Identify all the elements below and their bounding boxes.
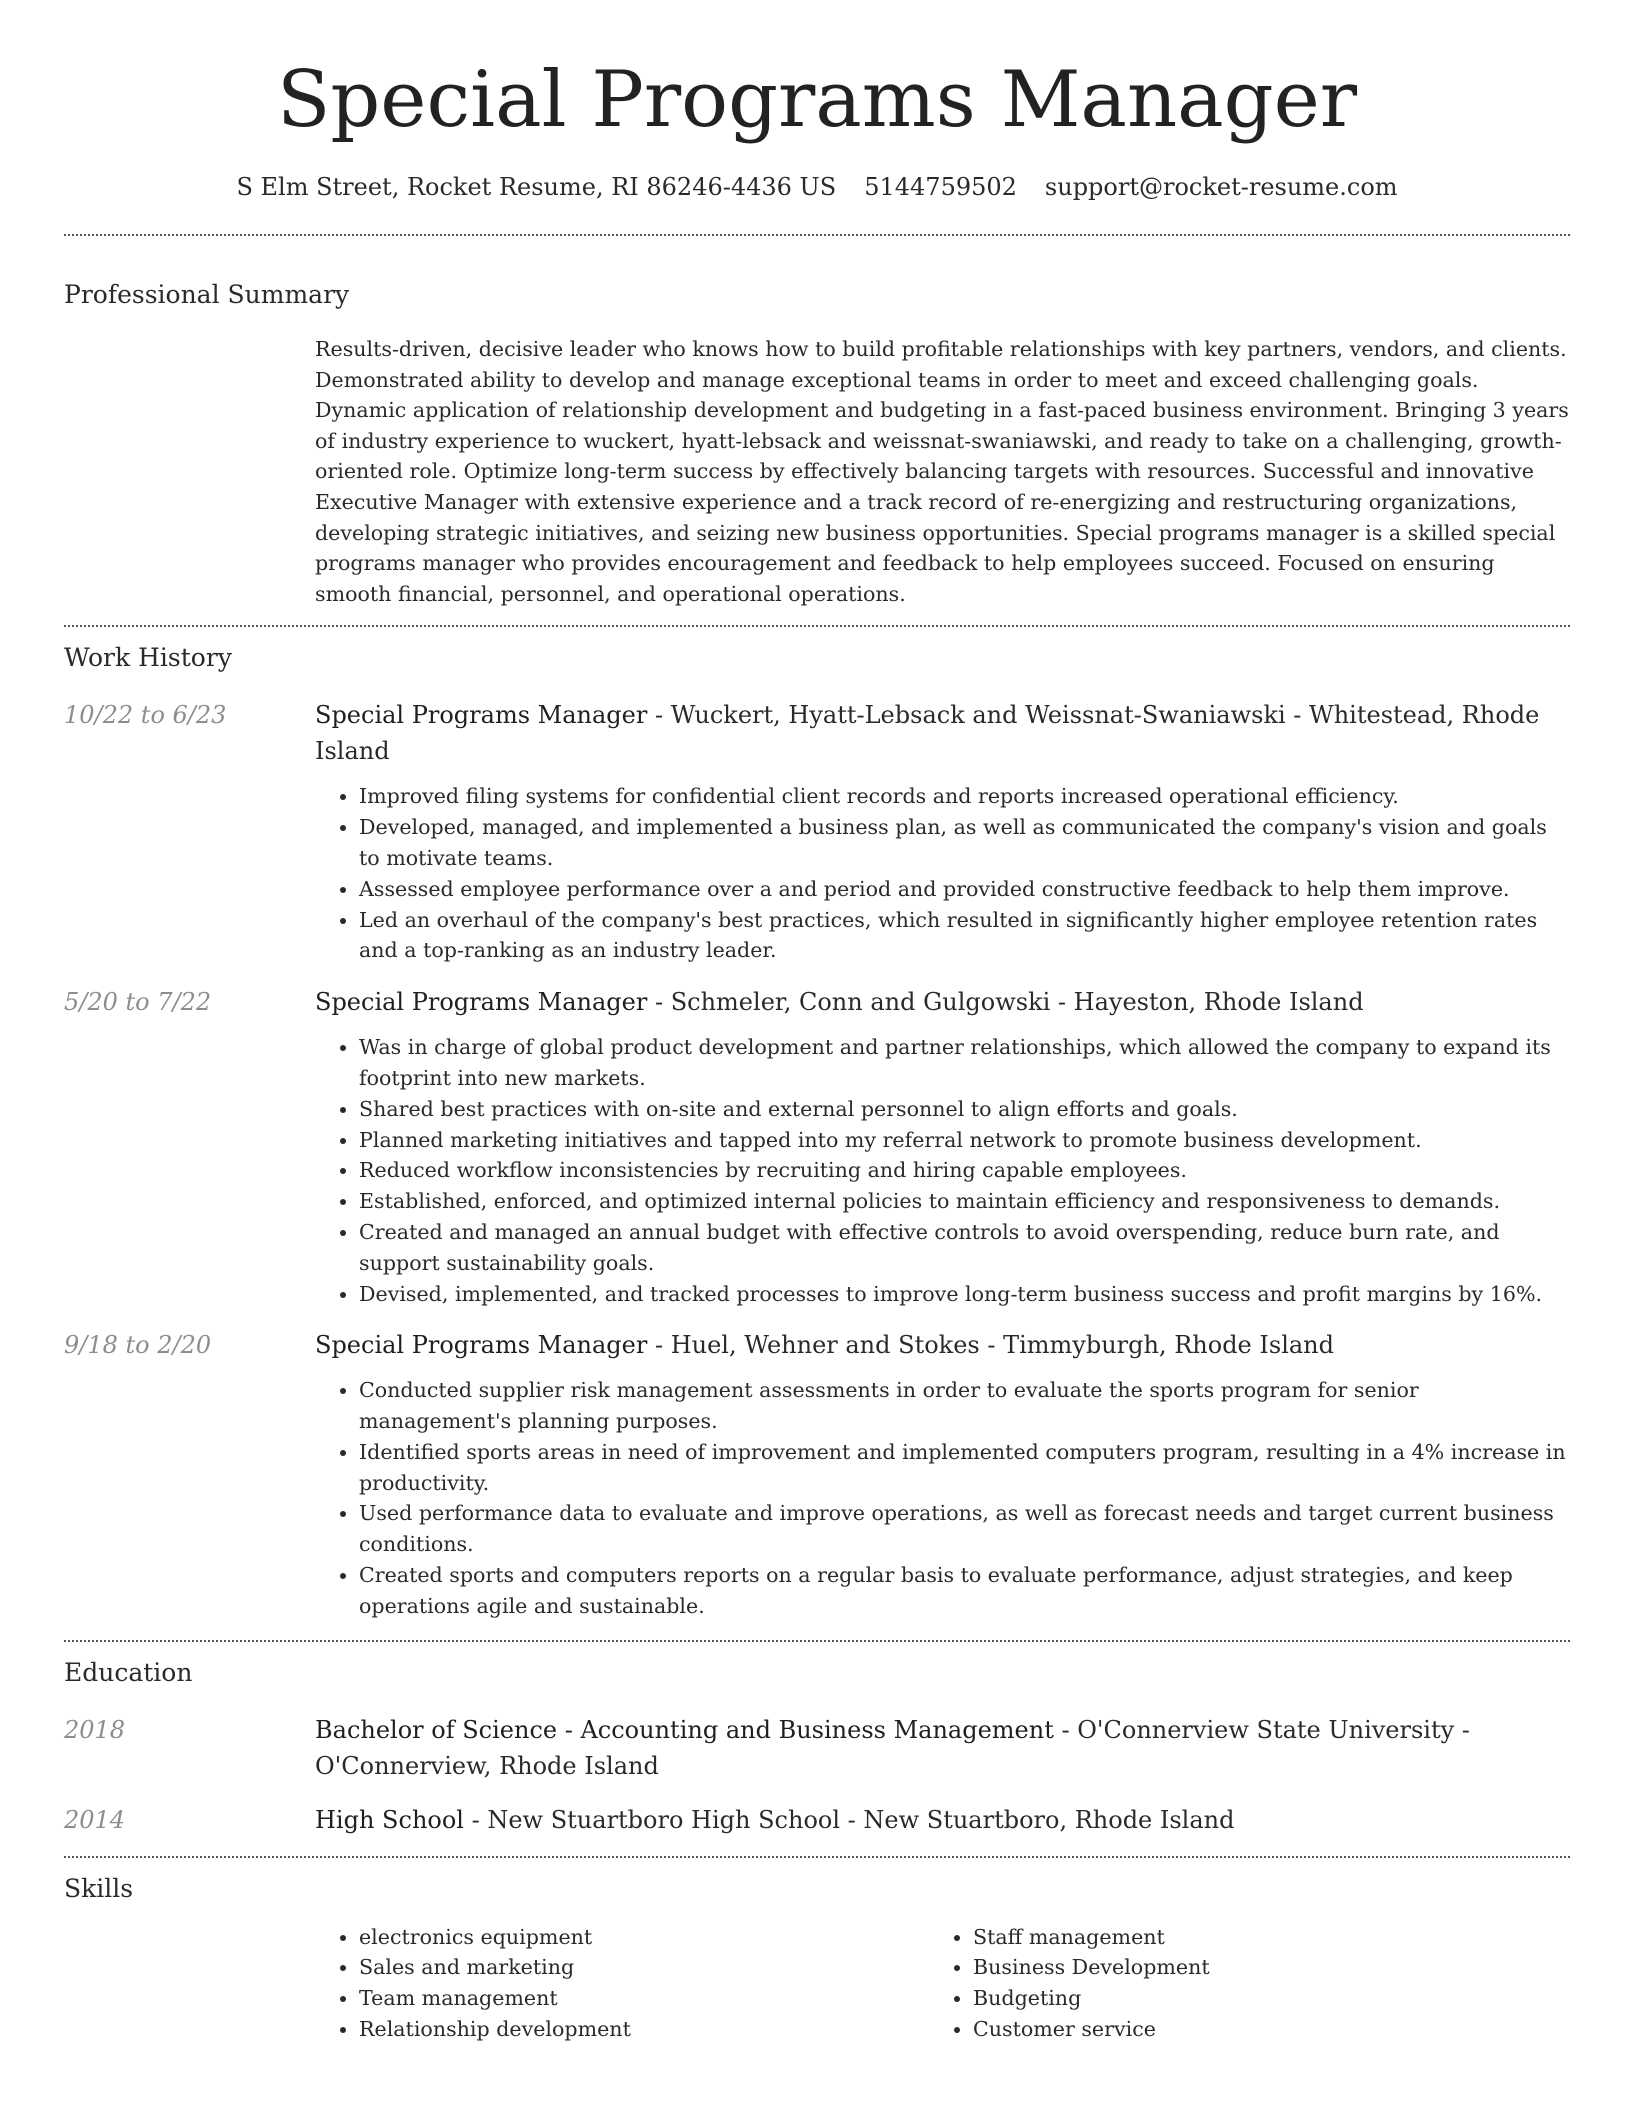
- job-body: [315, 984, 1570, 1309]
- job-body: [315, 697, 1570, 966]
- job-employer-location: - Schmeler, Conn and Gulgowski - Hayeston, Rhode Island: [647, 988, 1364, 1017]
- list-item: • Reduced workflow inconsistencies by recruiting and hiring capable employees.: [359, 1155, 1570, 1186]
- job-position: Special Programs Manager: [315, 988, 648, 1017]
- work-history-title: Work History: [64, 643, 232, 673]
- job-entry: [64, 984, 1570, 1309]
- skill-item: • Sales and marketing: [359, 1952, 929, 1983]
- section-divider: [64, 1856, 1570, 1858]
- list-item: • Led an overhaul of the company's best practices, which resulted in significantly higher employee retention rates and a top-ranking as an industry leader.: [359, 905, 1570, 967]
- list-item: • Was in charge of global product development and partner relationships, which allowed the company to expand its footprint into new markets.: [359, 1032, 1570, 1094]
- address-text: S Elm Street, Rocket Resume, RI 86246-4436 US: [236, 173, 837, 201]
- job-position: Special Programs Manager: [315, 1331, 648, 1360]
- skills-column-left: [315, 1922, 929, 2045]
- job-heading: [315, 1327, 1570, 1363]
- job-position: Special Programs Manager: [315, 701, 648, 730]
- education-entry: [64, 1802, 1570, 1838]
- education-body: [315, 1802, 1570, 1838]
- skill-item: • Customer service: [973, 2014, 1473, 2045]
- job-heading: [315, 984, 1570, 1020]
- job-entry: [64, 1327, 1570, 1621]
- list-item: • Identified sports areas in need of improvement and implemented computers program, resulting in a 4% increase in productivity.: [359, 1437, 1570, 1499]
- skill-item: • Team management: [359, 1983, 929, 2014]
- skill-item: • Budgeting: [973, 1983, 1473, 2014]
- job-dates: 5/20 to 7/22: [64, 988, 212, 1017]
- education-degree: Bachelor of Science - Accounting and Business Management: [315, 1715, 1054, 1744]
- job-bullets: [315, 781, 1570, 966]
- list-item: • Created sports and computers reports on a regular basis to evaluate performance, adjust strategies, and keep operations agile and sustainable.: [359, 1560, 1570, 1622]
- section-divider: [64, 234, 1570, 236]
- list-item: • Conducted supplier risk management assessments in order to evaluate the sports program for senior management's planning purposes.: [359, 1375, 1570, 1437]
- section-divider: [64, 625, 1570, 627]
- education-school: - O'Connerview State University - O'Connerview, Rhode Island: [315, 1715, 1470, 1780]
- education-body: [315, 1712, 1570, 1784]
- job-dates: 9/18 to 2/20: [64, 1331, 212, 1360]
- job-dates: 10/22 to 6/23: [64, 701, 227, 730]
- education-heading: [315, 1802, 1570, 1838]
- job-bullets: [315, 1032, 1570, 1309]
- job-heading: [315, 697, 1570, 769]
- job-body: [315, 1327, 1570, 1621]
- education-degree: High School: [315, 1805, 464, 1834]
- education-title: Education: [64, 1657, 193, 1687]
- education-entry: [64, 1712, 1570, 1784]
- education-heading: [315, 1712, 1570, 1784]
- job-bullets: [315, 1375, 1570, 1621]
- contact-line: [64, 170, 1570, 204]
- skill-item: • Relationship development: [359, 2014, 929, 2045]
- list-item: • Used performance data to evaluate and improve operations, as well as forecast needs and target current business conditions.: [359, 1498, 1570, 1560]
- education-school: - New Stuartboro High School - New Stuartboro, Rhode Island: [463, 1805, 1235, 1834]
- list-item: • Shared best practices with on-site and external personnel to align efforts and goals.: [359, 1094, 1570, 1125]
- skill-item: • Staff management: [973, 1922, 1473, 1953]
- skills-title: Skills: [64, 1873, 134, 1903]
- candidate-name: Special Programs Manager: [276, 55, 1358, 145]
- skills-column-right: [929, 1922, 1473, 2045]
- summary-section-title: Professional Summary: [64, 280, 350, 309]
- email-text: support@rocket-resume.com: [1044, 173, 1398, 201]
- skills-list: [315, 1922, 1570, 2045]
- job-entry: [64, 697, 1570, 966]
- job-employer-location: - Wuckert, Hyatt-Lebsack and Weissnat-Swaniawski - Whitestead, Rhode Island: [315, 701, 1540, 766]
- job-employer-location: - Huel, Wehner and Stokes - Timmyburgh, Rhode Island: [647, 1331, 1334, 1360]
- list-item: • Created and managed an annual budget with effective controls to avoid overspending, reduce burn rate, and support sustainability goals.: [359, 1217, 1570, 1279]
- list-item: • Developed, managed, and implemented a business plan, as well as communicated the company's vision and goals to motivate teams.: [359, 812, 1570, 874]
- summary-paragraph: Results-driven, decisive leader who knows how to build profitable relationships with key partners, vendors, and clients. Demonstrated ability to develop and manage exceptional teams in order to meet and exceed challenging goals. Dynamic application of relationship development and budgeting in a fast-paced business environment. Bringing 3 years of industry experience to wuckert, hyatt-lebsack and weissnat-swaniawski, and ready to take on a challenging, growth-oriented role. Optimize long-term success by effectively balancing targets with resources. Successful and innovative Executive Manager with extensive experience and a track record of re-energizing and restructuring organizations, developing strategic initiatives, and seizing new business opportunities. Special programs manager is a skilled special programs manager who provides encouragement and feedback to help employees succeed. Focused on ensuring smooth financial, personnel, and operational operations.: [315, 337, 1569, 606]
- list-item: • Established, enforced, and optimized internal policies to maintain efficiency and responsiveness to demands.: [359, 1186, 1570, 1217]
- skill-item: • electronics equipment: [359, 1922, 929, 1953]
- education-year: 2014: [64, 1805, 126, 1834]
- education-year: 2018: [64, 1715, 126, 1744]
- section-divider: [64, 1640, 1570, 1642]
- list-item: • Devised, implemented, and tracked processes to improve long-term business success and profit margins by 16%.: [359, 1279, 1570, 1310]
- resume-page: [64, 0, 1570, 2045]
- list-item: • Assessed employee performance over a and period and provided constructive feedback to help them improve.: [359, 874, 1570, 905]
- list-item: • Improved filing systems for confidential client records and reports increased operational efficiency.: [359, 781, 1570, 812]
- phone-text: 5144759502: [864, 173, 1017, 201]
- skill-item: • Business Development: [973, 1952, 1473, 1983]
- list-item: • Planned marketing initiatives and tapped into my referral network to promote business development.: [359, 1125, 1570, 1156]
